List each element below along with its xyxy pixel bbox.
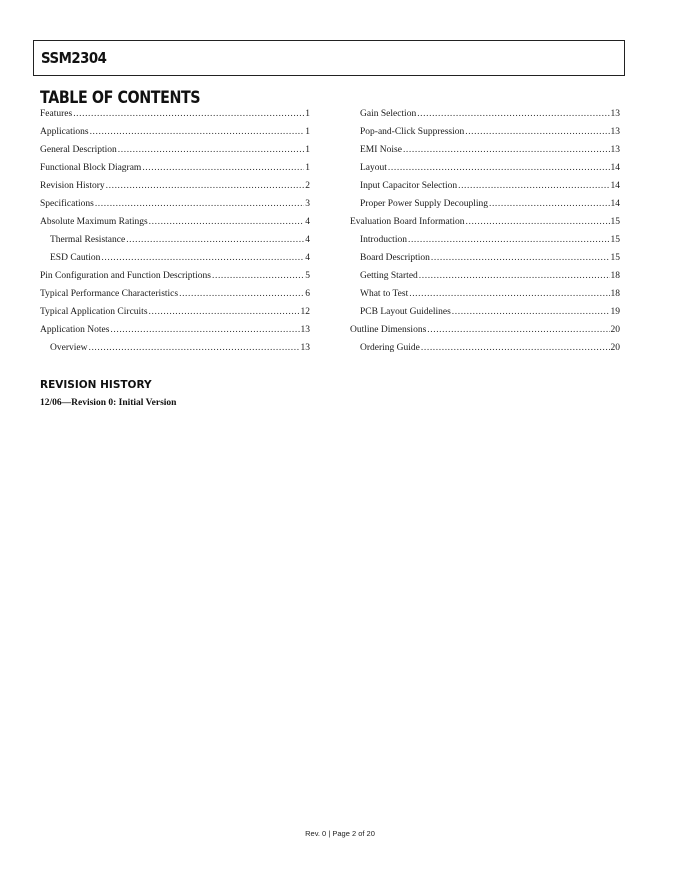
toc-entry-page: 2 [305, 181, 310, 191]
toc-entry[interactable] [350, 235, 620, 253]
toc-entry-title: Input Capacitor Selection [360, 181, 458, 191]
toc-leader-dots [458, 181, 609, 191]
toc-leader-dots [149, 307, 300, 317]
toc-entry[interactable] [40, 271, 310, 289]
toc-entry-title: Pop-and-Click Suppression [360, 127, 465, 137]
toc-leader-dots [409, 289, 609, 299]
revision-history-title: REVISION HISTORY [40, 379, 152, 391]
toc-entry-page: 12 [300, 307, 310, 317]
toc-entry[interactable] [350, 289, 620, 307]
toc-entry[interactable] [40, 217, 310, 235]
toc-entry[interactable] [40, 343, 310, 361]
toc-entry[interactable] [40, 199, 310, 217]
toc-leader-dots [466, 217, 610, 227]
toc-entry[interactable] [40, 289, 310, 307]
toc-leader-dots [419, 271, 610, 281]
toc-entry-title: Applications [40, 127, 89, 137]
toc-entry-title: Specifications [40, 199, 94, 209]
toc-entry-page: 19 [610, 307, 620, 317]
toc-entry-page: 5 [305, 271, 310, 281]
toc-entry-title: Introduction [360, 235, 407, 245]
toc-entry-title: General Description [40, 145, 117, 155]
toc-entry-page: 6 [305, 289, 310, 299]
toc-entry-title: Thermal Resistance [50, 235, 126, 245]
toc-entry-page: 1 [305, 109, 310, 119]
toc-entry-title: Getting Started [360, 271, 418, 281]
toc-entry-page: 1 [305, 145, 310, 155]
toc-entry-page: 20 [610, 325, 620, 335]
toc-title: TABLE OF CONTENTS [40, 88, 201, 108]
toc-entry-page: 1 [305, 127, 310, 137]
toc-entry-title: Ordering Guide [360, 343, 420, 353]
toc-leader-dots [149, 217, 305, 227]
toc-leader-dots [452, 307, 610, 317]
toc-entry-page: 4 [305, 217, 310, 227]
toc-entry[interactable] [350, 145, 620, 163]
toc-entry-page: 13 [610, 127, 620, 137]
toc-left-column [40, 109, 310, 361]
toc-leader-dots [388, 163, 610, 173]
toc-entry-title: Layout [360, 163, 387, 173]
toc-leader-dots [408, 235, 610, 245]
toc-entry[interactable] [350, 217, 620, 235]
toc-leader-dots [126, 235, 304, 245]
toc-entry[interactable] [350, 181, 620, 199]
revision-history-entry: 12/06—Revision 0: Initial Version [40, 398, 177, 408]
toc-entry-page: 20 [610, 343, 620, 353]
toc-entry-title: Pin Configuration and Function Descriptions [40, 271, 211, 281]
toc-leader-dots [403, 145, 610, 155]
toc-leader-dots [179, 289, 304, 299]
toc-entry[interactable] [40, 145, 310, 163]
toc-leader-dots [142, 163, 304, 173]
toc-entry[interactable] [350, 199, 620, 217]
toc-entry[interactable] [40, 163, 310, 181]
toc-right-column [350, 109, 620, 361]
toc-entry[interactable] [40, 181, 310, 199]
toc-leader-dots [489, 199, 610, 209]
toc-entry-title: Functional Block Diagram [40, 163, 142, 173]
toc-entry-page: 4 [305, 235, 310, 245]
toc-leader-dots [118, 145, 304, 155]
toc-entry[interactable] [40, 235, 310, 253]
toc-entry[interactable] [40, 253, 310, 271]
toc-entry-title: Board Description [360, 253, 430, 263]
toc-leader-dots [88, 343, 299, 353]
toc-entry-title: Proper Power Supply Decoupling [360, 199, 488, 209]
header-box [33, 40, 625, 76]
toc-leader-dots [212, 271, 304, 281]
toc-entry-title: Absolute Maximum Ratings [40, 217, 148, 227]
toc-entry-title: ESD Caution [50, 253, 101, 263]
toc-entry-page: 13 [610, 109, 620, 119]
toc-leader-dots [110, 325, 299, 335]
toc-entry-page: 13 [300, 343, 310, 353]
toc-leader-dots [427, 325, 609, 335]
toc-entry[interactable] [350, 163, 620, 181]
toc-entry[interactable] [350, 271, 620, 289]
toc-entry-title: Typical Performance Characteristics [40, 289, 179, 299]
toc-leader-dots [421, 343, 610, 353]
toc-entry-page: 15 [610, 235, 620, 245]
toc-entry[interactable] [40, 325, 310, 343]
toc-entry-title: Overview [50, 343, 88, 353]
toc-entry-page: 18 [610, 289, 620, 299]
toc-entry-title: Typical Application Circuits [40, 307, 148, 317]
toc-leader-dots [431, 253, 610, 263]
toc-entry[interactable] [40, 127, 310, 145]
toc-entry-page: 15 [610, 253, 620, 263]
toc-leader-dots [73, 109, 304, 119]
toc-entry[interactable] [350, 127, 620, 145]
toc-leader-dots [417, 109, 609, 119]
part-number: SSM2304 [41, 49, 107, 67]
toc-entry-page: 1 [305, 163, 310, 173]
toc-entry-page: 14 [610, 181, 620, 191]
toc-entry-title: Gain Selection [360, 109, 417, 119]
toc-entry-title: Features [40, 109, 73, 119]
toc-entry-title: EMI Noise [360, 145, 402, 155]
toc-entry[interactable] [40, 109, 310, 127]
toc-entry[interactable] [350, 307, 620, 325]
toc-entry-page: 4 [305, 253, 310, 263]
toc-entry-title: Revision History [40, 181, 105, 191]
toc-entry-page: 14 [610, 163, 620, 173]
toc-entry[interactable] [40, 307, 310, 325]
toc-entry[interactable] [350, 253, 620, 271]
toc-leader-dots [106, 181, 305, 191]
toc-leader-dots [95, 199, 304, 209]
toc-leader-dots [101, 253, 304, 263]
toc-entry-title: Outline Dimensions [350, 325, 427, 335]
toc-entry[interactable] [350, 325, 620, 343]
toc-entry-page: 3 [305, 199, 310, 209]
toc-leader-dots [90, 127, 305, 137]
page-footer: Rev. 0 | Page 2 of 20 [305, 829, 375, 838]
toc-entry-title: What to Test [360, 289, 409, 299]
toc-entry[interactable] [350, 343, 620, 361]
toc-entry-page: 15 [610, 217, 620, 227]
toc-entry-title: PCB Layout Guidelines [360, 307, 451, 317]
toc-entry-page: 14 [610, 199, 620, 209]
toc-entry-page: 18 [610, 271, 620, 281]
toc-leader-dots [465, 127, 609, 137]
toc-entry-page: 13 [610, 145, 620, 155]
toc-entry-title: Application Notes [40, 325, 110, 335]
toc-entry[interactable] [350, 109, 620, 127]
toc-entry-title: Evaluation Board Information [350, 217, 465, 227]
toc-entry-page: 13 [300, 325, 310, 335]
